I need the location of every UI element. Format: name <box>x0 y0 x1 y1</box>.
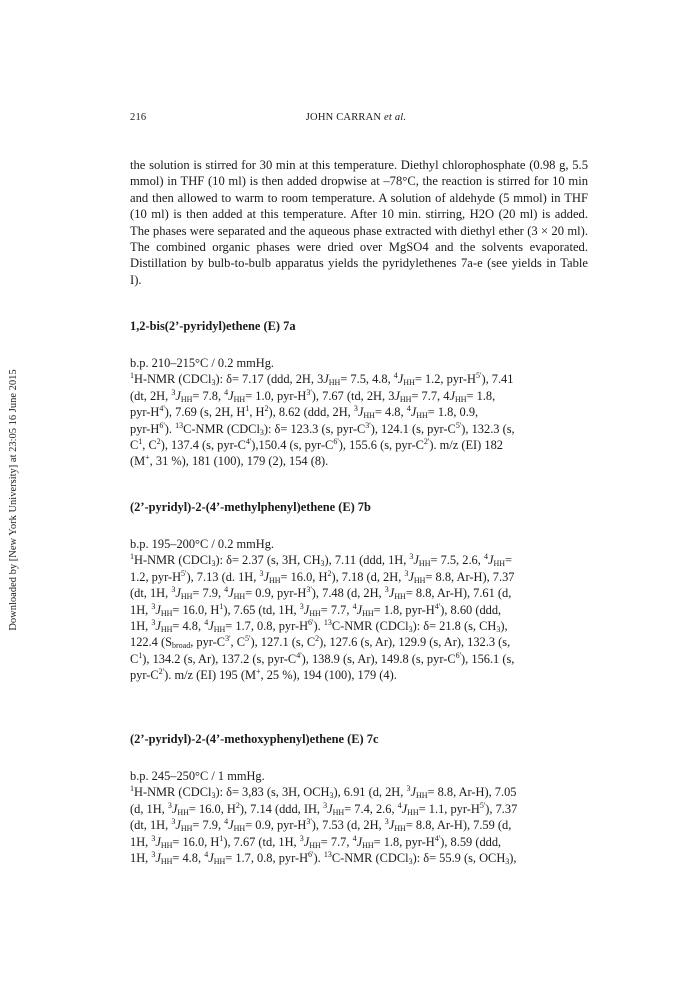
text-line: apparatus yields the pyridylethenes 7a-e (see yields in Table I). <box>130 256 589 287</box>
boiling-point: b.p. 195–200°C / 0.2 mmHg. <box>130 537 275 551</box>
nmr-line: 1.2, pyr-$H^{5'}$), 7.13 (d. 1H, $^3J_{HH}= 16.0$, $H^2$), 7.18 (d, 2H, $^3J_{HH}= 8.8$, Ar-H), 7.37 <box>130 568 515 585</box>
nmr-line: (dt, 2H, $^3J_{HH}= 7.8$, $^4J_{HH}= 1.0$, pyr-$H^{3'}$), 7.67 (td, 2H, $3J_{HH}= 7.7$, $4J_{HH}= 1.8$, <box>130 387 496 404</box>
compound-title: (2’-pyridyl)-2-(4’-methoxyphenyl)ethene (E) 7c <box>130 732 379 746</box>
boiling-point: b.p. 210–215°C / 0.2 mmHg. <box>130 356 275 370</box>
page-number: 216 <box>130 112 147 123</box>
compound-data <box>130 355 588 470</box>
running-head: JOHN CARRAN et al. <box>305 112 407 123</box>
nmr-line: 1H, $^3J_{HH}= 4.8$, $^4J_{HH}= 1.7$, 0.8, pyr-$H^{6'}$). $^{13}$C-NMR (CDCl$_3$): δ= 55.9 (s, $OCH_3$), <box>130 850 517 867</box>
nmr-line: $C^1$), 134.2 (s, Ar), 137.2 (s, pyr-$C^{4'}$), 138.9 (s, Ar), 149.8 (s, pyr-$C^{6'}$), 156.1 (s, <box>130 650 515 666</box>
page-header <box>130 112 582 128</box>
ms-line: (M+, 31 %), 181 (100), 179 (2), 154 (8). <box>130 453 329 469</box>
nmr-line: (d, 1H, $^3J_{HH}= 16.0$, $H^2$), 7.14 (ddd, IH, $^3J_{HH}= 7.4$, 2.6, $^4J_{HH}= 1.1$, pyr-$H^{5'}$), 7.37 <box>130 800 518 817</box>
compound-7a <box>130 318 588 470</box>
text-line: the solution is stirred for 30 min at this temperature. Diethyl chlorophosphate <box>130 158 526 172</box>
nmr-line: $C^1$, $C^2$), 137.4 (s, pyr-$C^{4'}),150.4$ (s, pyr-$C^{6'}$), 155.6 (s, pyr-$C^{2'}$). m/z (EI) 182 <box>130 437 503 453</box>
nmr-line: $^1$H-NMR (CDCl$_3$): δ= 7.17 (ddd, 2H, $3J_{HH}= 7.5$, 4.8, $^4J_{HH}= 1.2$, pyr-$H^{5'}$), 7.41 <box>130 371 514 388</box>
nmr-line: 1H, $^3J_{HH}= 16.0$, $H^1$), 7.65 (td, 1H, $^3J_{HH}= 7.7$, $^4J_{HH}= 1.8$, pyr-$H^{4'}$), 8.60 (ddd, <box>130 601 502 618</box>
ms-line: pyr-$C^{2'}$). m/z (EI) 195 (M+, 25 %), 194 (100), 179 (4). <box>130 667 397 683</box>
compound-title: (2’-pyridyl)-2-(4’-methylphenyl)ethene (E) 7b <box>130 500 371 514</box>
compound-7b <box>130 499 588 684</box>
text-line: of aldehyde (5 mmol) in THF (10 ml) is then added at this temperature. After 10 <box>130 190 589 222</box>
nmr-line: (dt, 1H, $^3J_{HH}= 7.9$, $^4J_{HH}= 0.9$, pyr-$H^{3'}$), 7.48 (d, 2H, $^3J_{HH}= 8.8$, Ar-H), 7.61 (d, <box>130 585 512 602</box>
nmr-line: $^1$H-NMR (CDCl$_3$): δ= 3,83 (s, 3H, $OCH_3$), 6.91 (d, 2H, $^3J_{HH}= 8.8$, Ar-H), 7.05 <box>130 784 517 801</box>
nmr-line: 122.4 ($S_{broad}$, pyr-$C^{3'}$, $C^{5'}$), 127.1 (s, $C^2$), 127.6 (s, Ar), 129.9 (s, Ar), 132.3 (s, <box>130 634 511 651</box>
nmr-line: pyr-$H^{6'}$). $^{13}$C-NMR (CDCl$_3$): δ= 123.3 (s, pyr-$C^{3'}$), 124.1 (s, pyr-$C^{5'}$), 132.3 (s, <box>130 420 515 437</box>
compound-data <box>130 768 588 866</box>
compound-data <box>130 536 588 684</box>
nmr-line: 1H, $^3J_{HH}= 4.8$, $^4J_{HH}= 1.7$, 0.8, pyr-$H^{6'}$). $^{13}$C-NMR (CDCl$_3$): δ= 21.8 (s, $CH_3$), <box>130 618 508 635</box>
boiling-point: b.p. 245–250°C / 1 mmHg. <box>130 769 265 783</box>
text-line: is stirred for 10 min and then allowed to warm to room temperature. A solution <box>130 174 588 205</box>
download-notice: Downloaded by [New York University] at 23:05 16 June 2015 <box>8 369 19 631</box>
text-line: min. stirring, H2O (20 ml) is added. The phases were separated and the aqueous <box>130 207 588 238</box>
text-line: were dried over MgSO4 and the solvents evaporated. Distillation by bulb-to-bulb <box>130 240 589 271</box>
nmr-line: (dt, 1H, $^3J_{HH}= 7.9$, $^4J_{HH}= 0.9$, pyr-$H^{3'}$), 7.53 (d, 2H, $^3J_{HH}= 8.8$, Ar-H), 7.59 (d, <box>130 817 512 834</box>
nmr-line: pyr-$H^{4'}$), 7.69 (s, 2H, $H^1$, $H^2$), 8.62 (ddd, 2H, $^3J_{HH}= 4.8$, $^4J_{HH}= 1.8$, 0.9, <box>130 404 479 421</box>
text-line: phase extracted with diethyl ether (3 × 20 ml). The combined organic phases <box>130 223 588 255</box>
text-line: (0.98 g, 5.5 mmol) in THF (10 ml) is then added dropwise at –78°C, the reaction <box>130 158 588 189</box>
compound-7c <box>130 731 588 866</box>
nmr-line: 1H, $^3J_{HH}= 16.0$, $H^1$), 7.67 (td, 1H, $^3J_{HH}= 7.7$, $^4J_{HH}= 1.8$, pyr-$H^{4'}$), 8.59 (ddd, <box>130 833 502 850</box>
nmr-line: $^1$H-NMR (CDCl$_3$): δ= 2.37 (s, 3H, $CH_3$), 7.11 (ddd, 1H, $^3J_{HH}= 7.5$, 2.6, $^4J_{HH}=$ <box>130 552 512 569</box>
procedure-paragraph <box>130 157 588 288</box>
compound-title: 1,2-bis(2’-pyridyl)ethene (E) 7a <box>130 319 296 333</box>
